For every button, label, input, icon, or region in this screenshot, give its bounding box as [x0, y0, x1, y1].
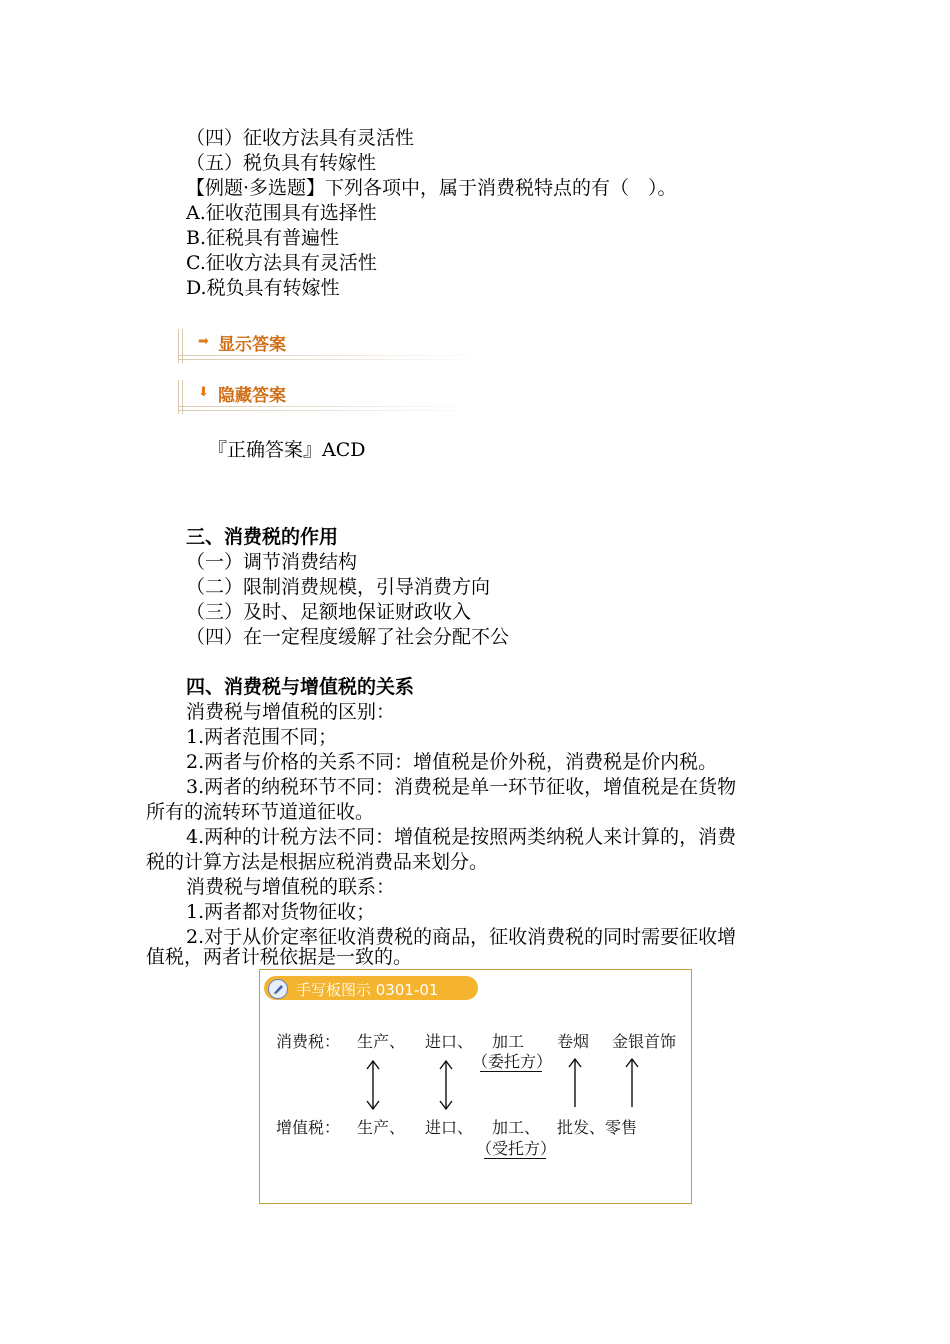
- stage-processing: 加工: [492, 1032, 525, 1051]
- correct-answer: 『正确答案』ACD: [208, 439, 366, 461]
- arrow-up-icon: [625, 1058, 639, 1108]
- double-arrow-icon: [366, 1060, 380, 1110]
- item-cigarettes: 卷烟: [557, 1032, 590, 1051]
- paragraph: 3.两者的纳税环节不同：消费税是单一环节征收，增值税是在货物: [186, 776, 737, 798]
- arrow-up-icon: [568, 1058, 582, 1108]
- double-arrow-icon: [439, 1060, 453, 1110]
- list-item: （一）调节消费结构: [186, 551, 358, 573]
- stage-import: 进口、: [425, 1032, 474, 1051]
- stage-import: 进口、: [425, 1118, 474, 1137]
- whiteboard-figure: [259, 969, 692, 1204]
- hide-answer-button[interactable]: [178, 380, 478, 414]
- arrow-down-icon: ⬇: [198, 385, 209, 400]
- arrow-right-icon: ➡: [198, 334, 209, 349]
- stage-processing-party: （委托方）: [472, 1052, 553, 1071]
- list-item: （二）限制消费规模，引导消费方向: [186, 576, 491, 598]
- paragraph: 4.两种的计税方法不同：增值税是按照两类纳税人来计算的，消费: [186, 826, 737, 848]
- divider: [182, 329, 183, 363]
- option-c: C.征收方法具有灵活性: [186, 252, 377, 274]
- paragraph: 2.对于从价定率征收消费税的商品，征收消费税的同时需要征收增: [186, 926, 737, 948]
- row-label-consumption-tax: 消费税：: [276, 1032, 341, 1051]
- underline: [484, 1158, 546, 1159]
- whiteboard-title-tab: [264, 976, 478, 1000]
- divider: [178, 410, 478, 411]
- whiteboard-title: 手写板图示 0301-01: [296, 981, 439, 999]
- show-answer-label: 显示答案: [218, 335, 286, 355]
- paragraph: 2.两者与价格的关系不同：增值税是价外税，消费税是价内税。: [186, 751, 718, 773]
- divider: [178, 355, 478, 356]
- paragraph: 消费税与增值税的区别：: [186, 701, 396, 723]
- hide-answer-label: 隐藏答案: [218, 386, 286, 406]
- stage-processing-party: （受托方）: [476, 1139, 557, 1158]
- section-heading: 四、消费税与增值税的关系: [186, 676, 415, 698]
- list-item: （四）征收方法具有灵活性: [186, 127, 415, 149]
- example-question: 【例题·多选题】下列各项中，属于消费税特点的有（ ）。: [186, 177, 677, 199]
- underline: [480, 1071, 542, 1072]
- option-d: D.税负具有转嫁性: [186, 277, 340, 299]
- option-a: A.征收范围具有选择性: [186, 202, 377, 224]
- divider: [178, 329, 179, 363]
- paragraph: 所有的流转环节道道征收。: [146, 801, 375, 823]
- pen-icon: [268, 979, 288, 999]
- paragraph: 税的计算方法是根据应税消费品来划分。: [146, 851, 489, 873]
- paragraph: 1.两者都对货物征收；: [186, 901, 376, 923]
- row-label-vat: 增值税：: [276, 1118, 341, 1137]
- option-b: B.征税具有普遍性: [186, 227, 340, 249]
- paragraph: 1.两者范围不同；: [186, 726, 338, 748]
- divider: [178, 406, 478, 407]
- list-item: （五）税负具有转嫁性: [186, 152, 377, 174]
- stage-processing: 加工、: [492, 1118, 541, 1137]
- item-jewelry: 金银首饰: [612, 1032, 677, 1051]
- section-heading: 三、消费税的作用: [186, 526, 339, 548]
- stage-wholesale-retail: 批发、零售: [557, 1118, 638, 1137]
- divider: [182, 380, 183, 414]
- divider: [178, 380, 179, 414]
- paragraph: 值税，两者计税依据是一致的。: [146, 946, 413, 968]
- list-item: （四）在一定程度缓解了社会分配不公: [186, 626, 510, 648]
- list-item: （三）及时、足额地保证财政收入: [186, 601, 472, 623]
- show-answer-button[interactable]: [178, 329, 478, 363]
- divider: [178, 359, 478, 360]
- stage-production: 生产、: [357, 1118, 406, 1137]
- stage-production: 生产、: [357, 1032, 406, 1051]
- paragraph: 消费税与增值税的联系：: [186, 876, 396, 898]
